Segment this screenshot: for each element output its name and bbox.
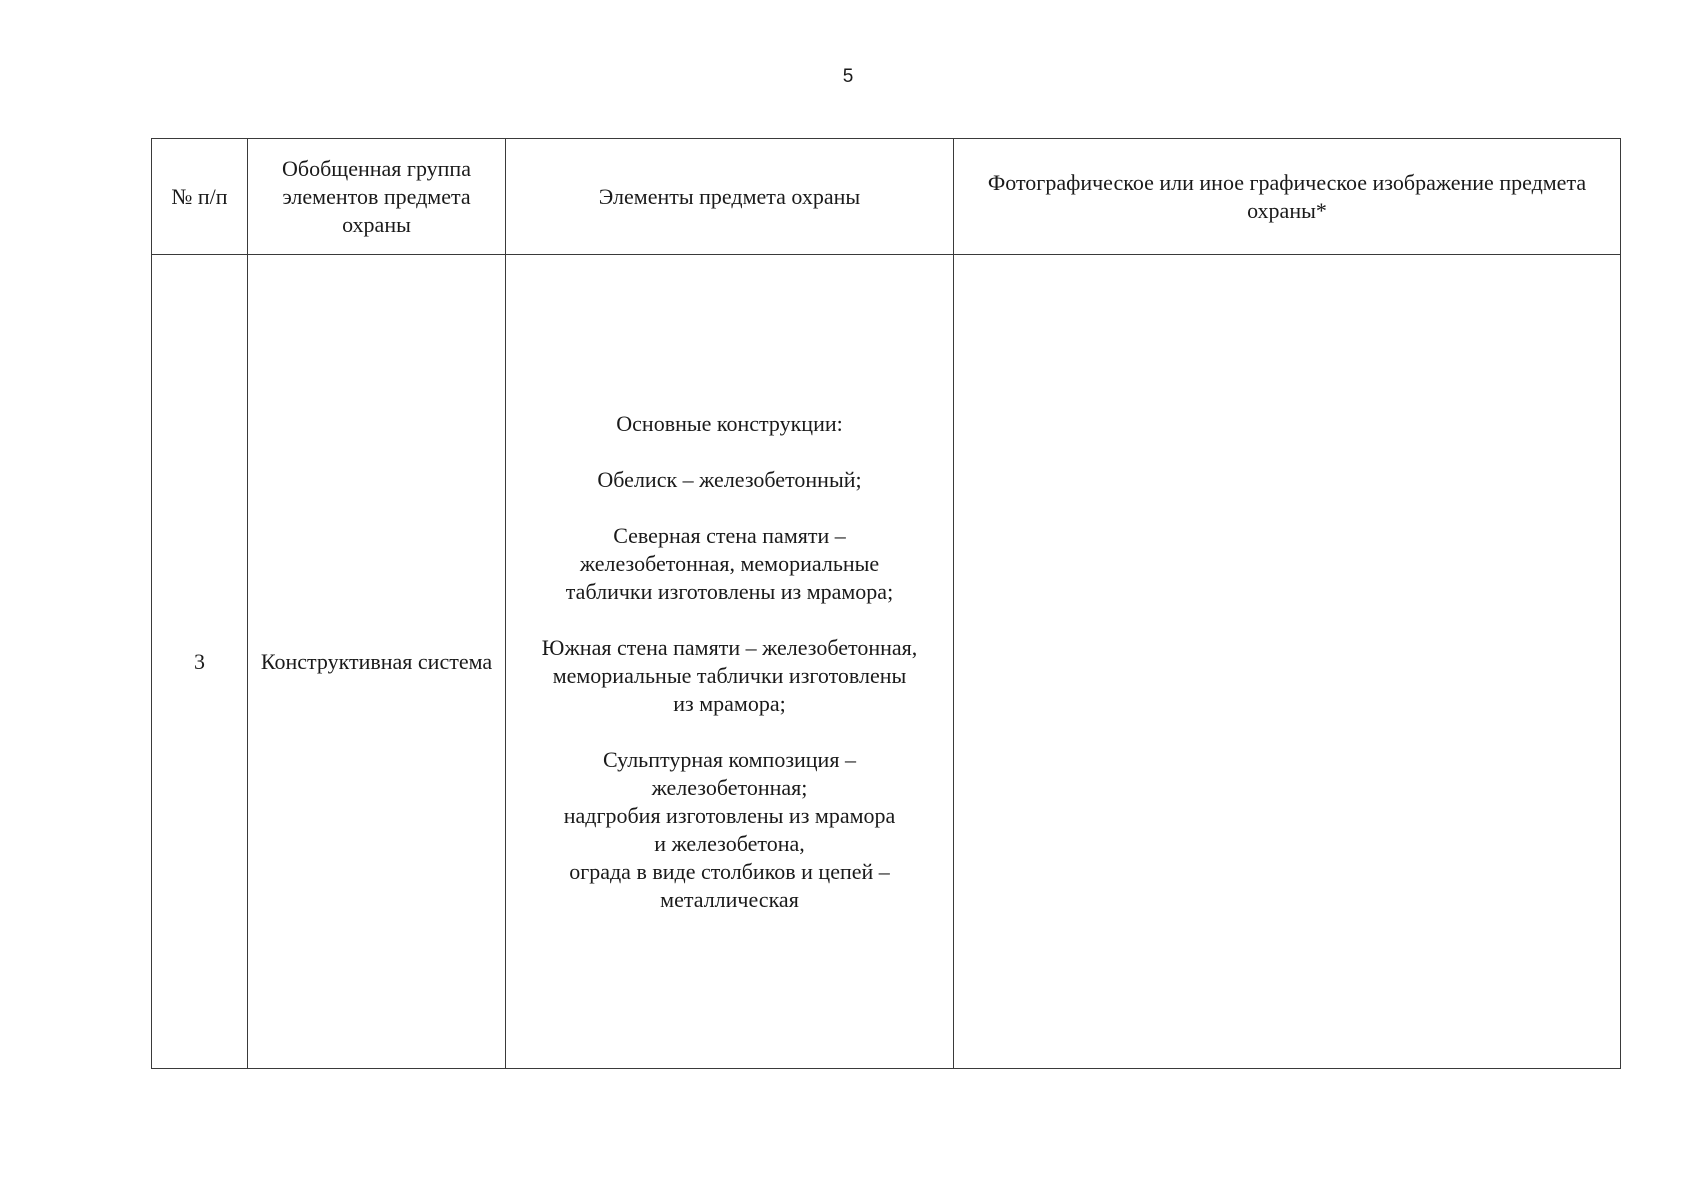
element-paragraph: Основные конструкции: <box>616 410 843 436</box>
element-paragraph: Обелиск – железобетонный; <box>597 466 862 492</box>
table-header <box>152 139 1621 255</box>
cell-group <box>248 255 506 1069</box>
table-body <box>152 255 1621 1069</box>
group-label: Конструктивная система <box>260 648 493 674</box>
header-elements: Элементы предмета охраны <box>506 139 954 255</box>
element-paragraph: Северная стена памяти – железобетонная, мемориальные таблички изготовлены из мрамора; <box>565 522 894 604</box>
protection-subject-table <box>151 138 1621 1069</box>
page-number: 5 <box>842 66 854 87</box>
element-paragraph: Южная стена памяти – железобетонная, мемориальные таблички изготовлены из мрамора; <box>541 634 918 716</box>
element-paragraph: Сульптурная композиция – железобетонная; надгробия изготовлены из мрамора и железобетона, ограда в виде столбиков и цепей – металлическая <box>563 746 896 912</box>
cell-num: 3 <box>152 255 248 1069</box>
header-photo: Фотографическое или иное графическое изображение предмета охраны* <box>954 139 1621 255</box>
header-num: № п/п <box>152 139 248 255</box>
header-row <box>152 139 1621 255</box>
header-group: Обобщенная группа элементов предмета охраны <box>248 139 506 255</box>
cell-photo <box>954 255 1621 1069</box>
elements-list <box>516 410 943 914</box>
table-row <box>152 255 1621 1069</box>
cell-elements <box>506 255 954 1069</box>
